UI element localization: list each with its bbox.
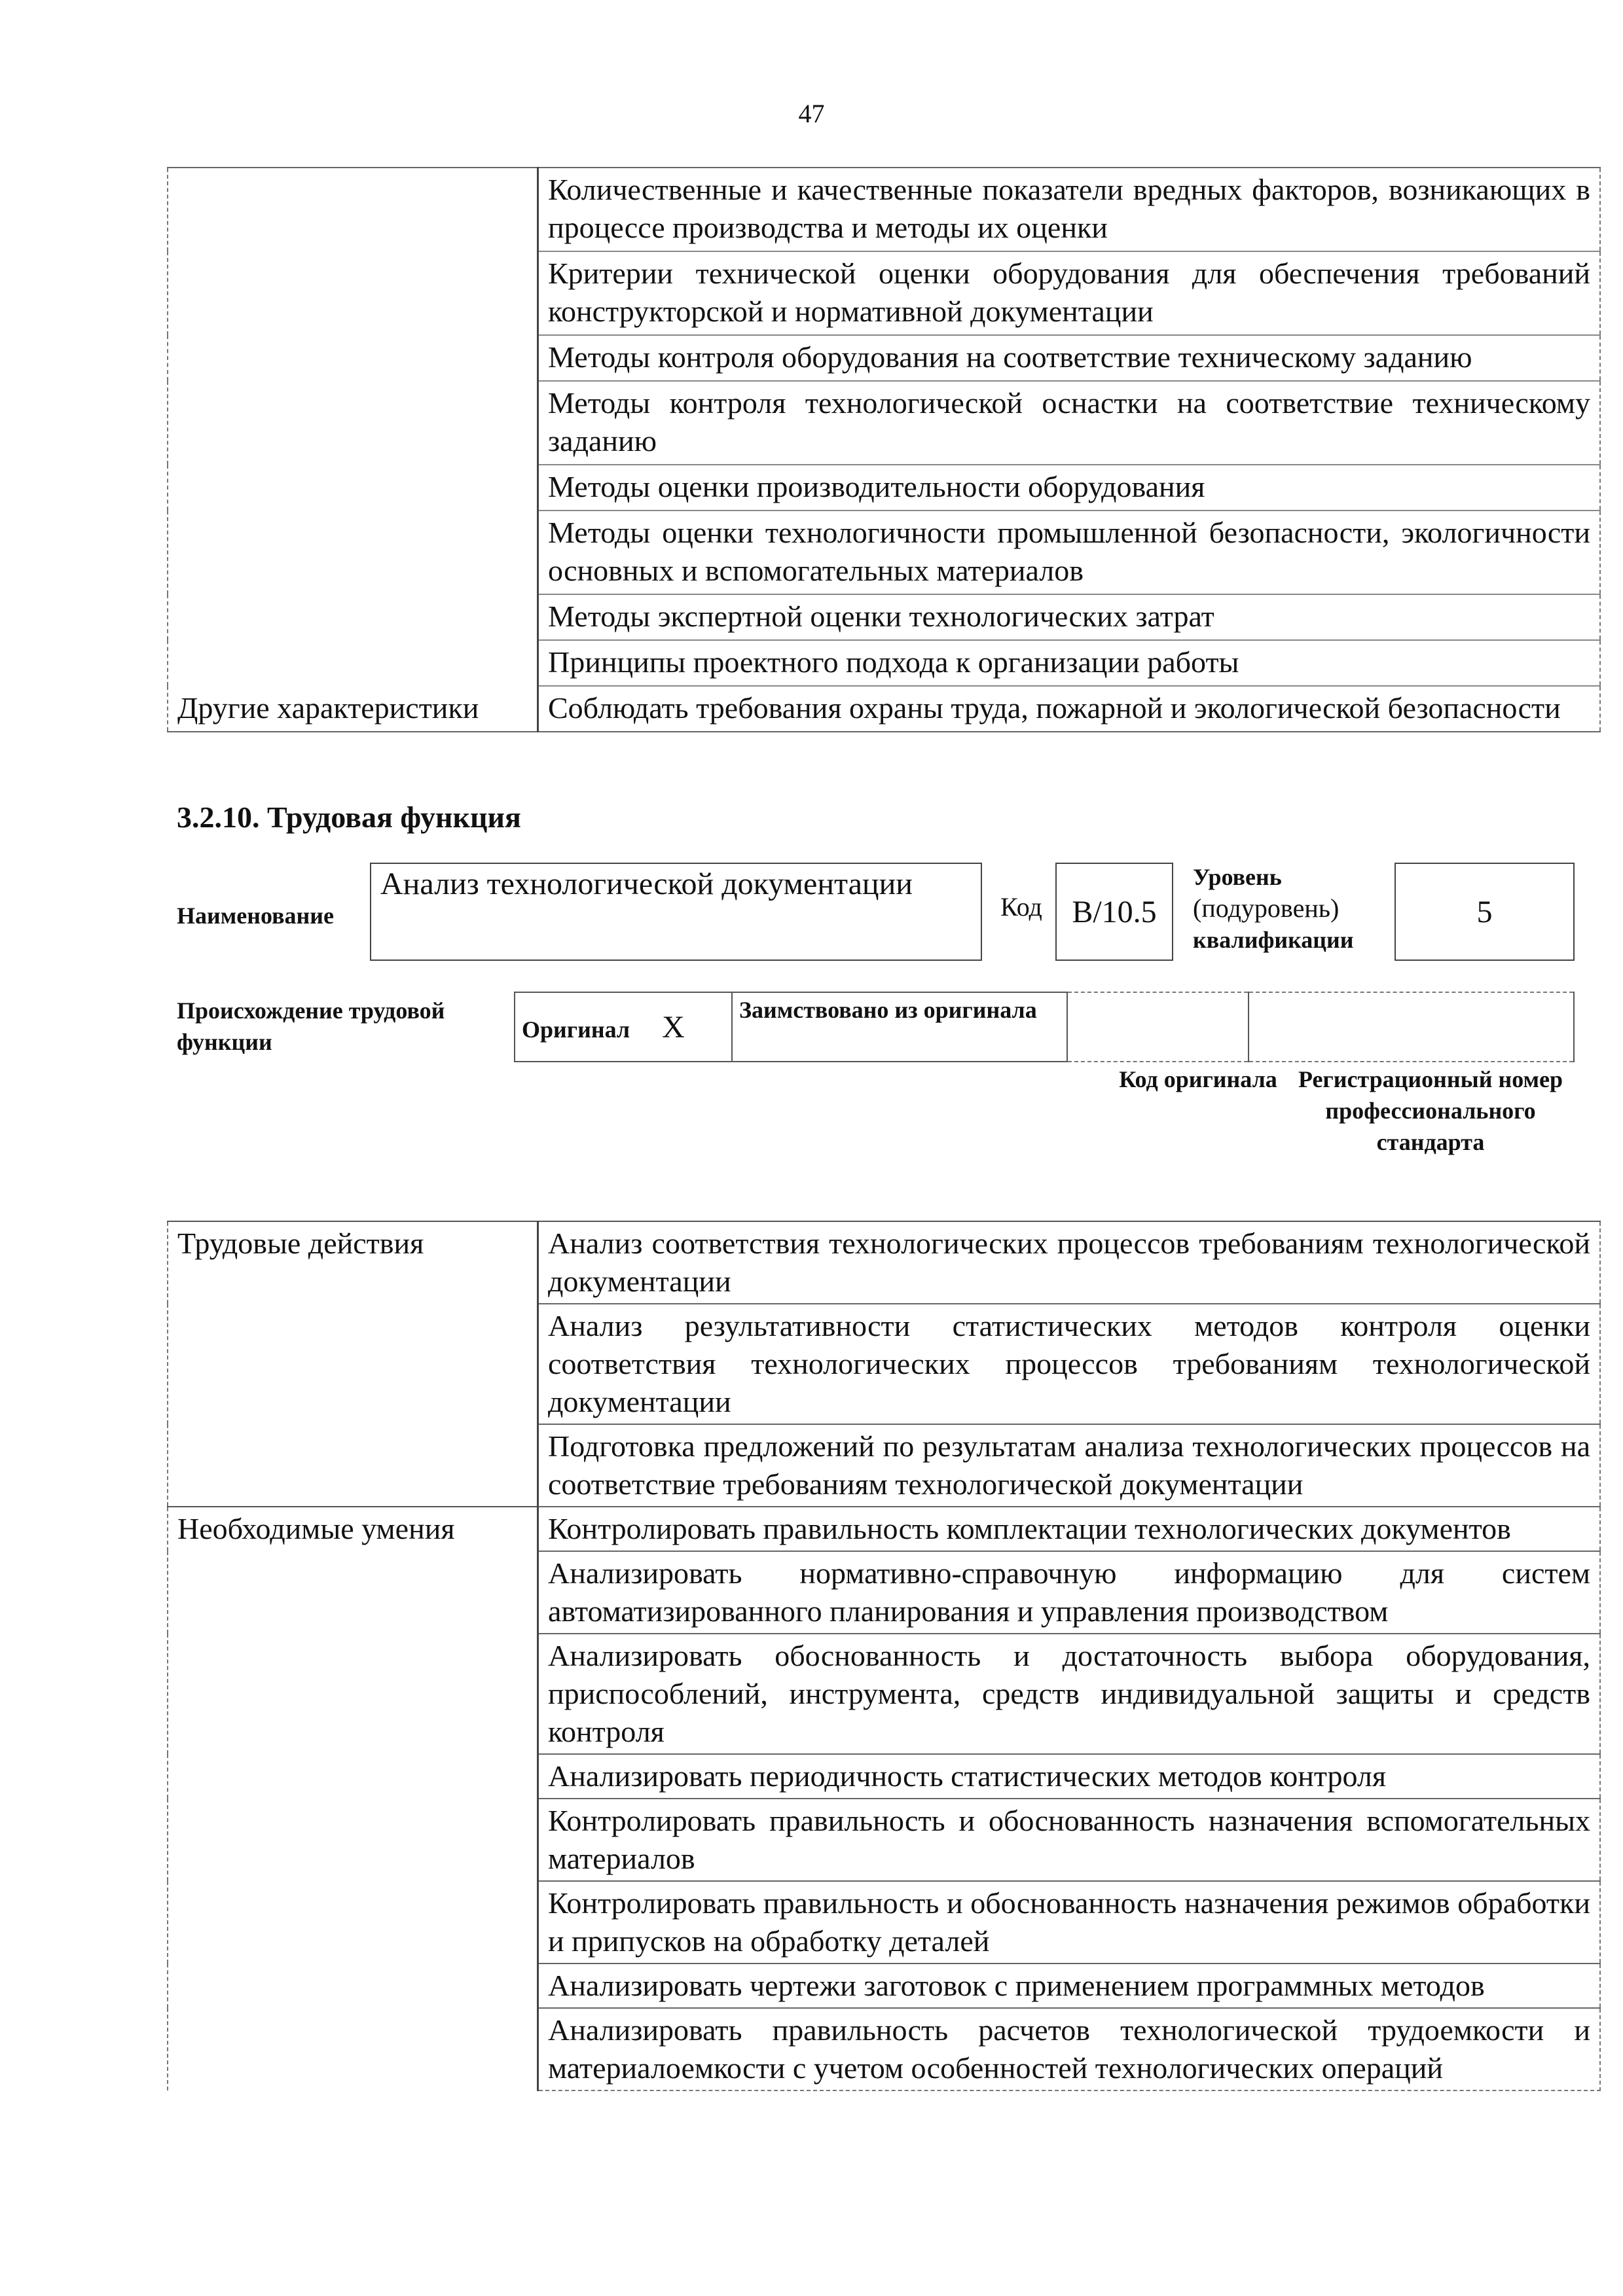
level-label	[1193, 861, 1389, 956]
row-value: Методы контроля технологической оснастки на соответствие техническому заданию	[538, 381, 1601, 465]
row-label	[168, 381, 538, 465]
group-label: Трудовые действия	[168, 1221, 538, 1507]
group-item: Анализ соответствия технологических процессов требованиям технологической документации	[538, 1221, 1601, 1304]
row-label	[168, 335, 538, 381]
table-row	[168, 1507, 1600, 1551]
group-item: Подготовка предложений по результатам анализа технологических процессов на соответствие требованиям технологической документации	[538, 1424, 1601, 1507]
borrowed-label: Заимствовано из оригинала	[739, 997, 1037, 1023]
level-value: 5	[1476, 894, 1493, 929]
row-value: Методы оценки технологичности промышленной безопасности, экологичности основных и вспомогательных материалов	[538, 511, 1601, 594]
group-label: Необходимые умения	[168, 1507, 538, 2090]
origin-table	[514, 992, 1575, 1062]
group-item: Анализировать правильность расчетов технологической трудоемкости и материалоемкости с учетом особенностей технологических операций	[538, 2008, 1601, 2090]
function-name: Анализ технологической документации	[380, 867, 913, 901]
group-item: Анализировать чертежи заготовок с применением программных методов	[538, 1964, 1601, 2008]
table-row	[168, 1221, 1600, 1304]
group-item: Анализировать периодичность статистических методов контроля	[538, 1754, 1601, 1799]
table-row	[168, 640, 1600, 686]
row-value: Соблюдать требования охраны труда, пожарной и экологической безопасности	[538, 686, 1601, 732]
name-label: Наименование	[177, 903, 334, 929]
row-value: Критерии технической оценки оборудования для обеспечения требований конструкторской и нормативной документации	[538, 251, 1601, 335]
group-item: Контролировать правильность комплектации технологических документов	[538, 1507, 1601, 1551]
level-label-line3: квалификации	[1193, 927, 1354, 953]
original-label: Оригинал	[522, 1016, 630, 1043]
registration-number-cell	[1249, 992, 1574, 1062]
group-item: Анализ результативности статистических методов контроля оценки соответствия технологических процессов требованиям технологической документации	[538, 1304, 1601, 1424]
row-label	[168, 640, 538, 686]
page-number: 47	[798, 99, 825, 128]
original-mark: X	[662, 1009, 685, 1045]
level-box	[1395, 863, 1575, 961]
row-label	[168, 465, 538, 511]
borrowed-cell	[732, 992, 1067, 1062]
code-label: Код	[1000, 892, 1042, 922]
row-value: Количественные и качественные показатели вредных факторов, возникающих в процессе производства и методы их оценки	[538, 168, 1601, 251]
row-label: Другие характеристики	[168, 686, 538, 732]
row-label	[168, 594, 538, 640]
code-box	[1055, 863, 1173, 961]
original-code-caption: Код оригинала	[1119, 1066, 1277, 1092]
row-label	[168, 168, 538, 251]
code-value: B/10.5	[1072, 894, 1157, 929]
table-row	[168, 251, 1600, 335]
labor-function-table	[167, 1221, 1601, 2091]
level-label-line2: (подуровень)	[1193, 893, 1340, 923]
table-row	[168, 594, 1600, 640]
group-item: Анализировать обоснованность и достаточность выбора оборудования, приспособлений, инструмента, средств индивидуальной защиты и средств контроля	[538, 1634, 1601, 1754]
table-row	[168, 381, 1600, 465]
table-row	[168, 335, 1600, 381]
group-item: Контролировать правильность и обоснованность назначения вспомогательных материалов	[538, 1799, 1601, 1881]
row-value: Методы контроля оборудования на соответствие техническому заданию	[538, 335, 1601, 381]
row-label	[168, 251, 538, 335]
origin-label: Происхождение трудовой функции	[177, 997, 445, 1055]
section-title: 3.2.10. Трудовая функция	[177, 800, 521, 834]
table-row	[168, 511, 1600, 594]
registration-number-caption: Регистрационный номер профессионального стандарта	[1298, 1066, 1563, 1155]
function-name-box	[370, 863, 982, 961]
row-value: Методы экспертной оценки технологических затрат	[538, 594, 1601, 640]
knowledge-table-continuation	[167, 167, 1601, 732]
group-item: Контролировать правильность и обоснованность назначения режимов обработки и припусков на обработку деталей	[538, 1881, 1601, 1964]
level-label-line1: Уровень	[1193, 864, 1282, 890]
row-value: Методы оценки производительности оборудования	[538, 465, 1601, 511]
original-cell	[515, 992, 732, 1062]
table-row	[168, 168, 1600, 251]
row-label	[168, 511, 538, 594]
table-row	[168, 465, 1600, 511]
group-item: Анализировать нормативно-справочную информацию для систем автоматизированного планирования и управления производством	[538, 1551, 1601, 1634]
table-row	[168, 686, 1600, 732]
original-code-cell	[1067, 992, 1249, 1062]
row-value: Принципы проектного подхода к организации работы	[538, 640, 1601, 686]
